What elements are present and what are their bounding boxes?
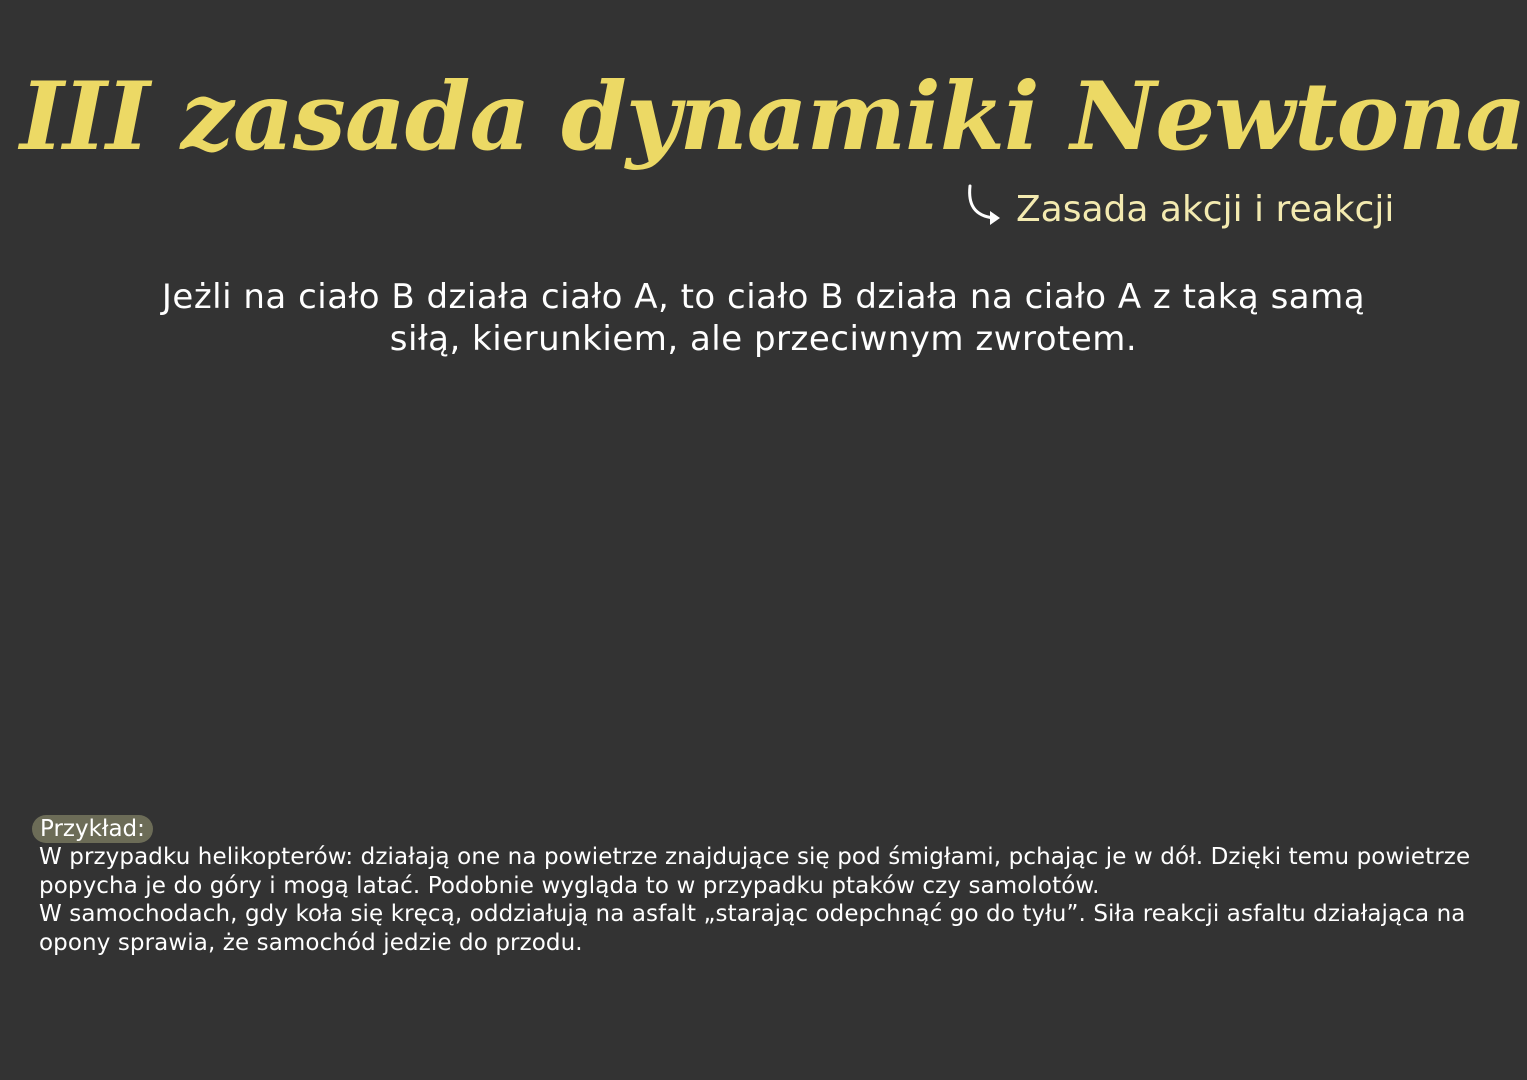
example-paragraph-1: W przypadku helikopterów: działają one na powietrze znajdujące się pod śmigłami, pchając je w dół. Dzięki temu powietrze popycha je do góry i mogą latać. Podobnie wygląda to w przypadku ptaków czy samolotów. bbox=[39, 844, 1471, 899]
principle-statement bbox=[40, 276, 1487, 360]
example-label: Przykład: bbox=[32, 815, 153, 843]
example-section bbox=[32, 815, 1502, 957]
example-paragraph-2: W samochodach, gdy koła się kręcą, oddziałują na asfalt „starając odepchnąć go do tyłu”. Siła reakcji asfaltu działająca na opony sprawia, że samochód jedzie do przodu. bbox=[39, 901, 1466, 956]
example-text bbox=[32, 843, 1502, 957]
subtitle-group bbox=[962, 172, 1394, 232]
curved-arrow-right-icon bbox=[962, 182, 1006, 232]
principle-line-1: Jeżli na ciało B działa ciało A, to ciało B działa na ciało A z taką samą bbox=[161, 277, 1366, 317]
page-title: III zasada dynamiki Newtona bbox=[20, 62, 1526, 172]
subtitle: Zasada akcji i reakcji bbox=[1016, 189, 1395, 230]
principle-line-2: siłą, kierunkiem, ale przeciwnym zwrotem. bbox=[389, 319, 1138, 359]
